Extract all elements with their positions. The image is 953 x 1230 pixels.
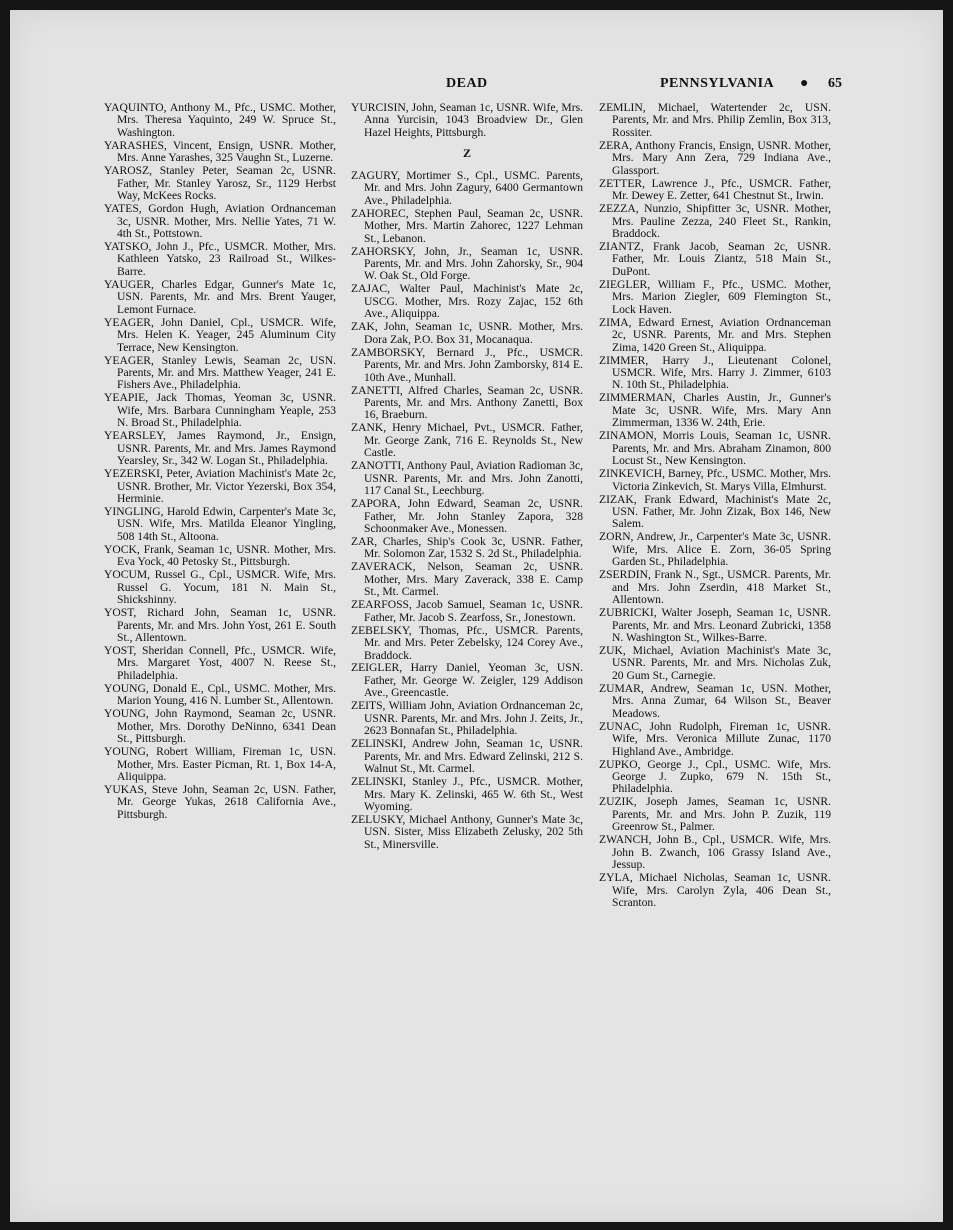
casualty-entry: ZEITS, William John, Aviation Ordnanceman 2c, USNR. Parents, Mr. and Mrs. John J. Zeits, Jr., 2623 Bonnafan St., Philadelphia. xyxy=(351,699,583,738)
casualty-entry: YEZERSKI, Peter, Aviation Machinist's Mate 2c, USNR. Brother, Mr. Victor Yezerski, Box 354, Herminie. xyxy=(104,467,336,506)
casualty-entry: ZAJAC, Walter Paul, Machinist's Mate 2c, USCG. Mother, Mrs. Rozy Zajac, 152 6th Ave., Aliquippa. xyxy=(351,282,583,321)
page-number: 65 xyxy=(828,76,842,91)
casualty-entry: ZAR, Charles, Ship's Cook 3c, USNR. Father, Mr. Solomon Zar, 1532 S. 2d St., Philadelphia. xyxy=(351,534,583,561)
state-title: PENNSYLVANIA xyxy=(660,76,775,91)
column-3 xyxy=(599,102,831,910)
casualty-entry: ZANETTI, Alfred Charles, Seaman 2c, USNR. Parents, Mr. and Mrs. Anthony Zanetti, Box 16, Braeburn. xyxy=(351,383,583,422)
casualty-entry: ZEMLIN, Michael, Watertender 2c, USN. Parents, Mr. and Mrs. Philip Zemlin, Box 313, Rossiter. xyxy=(599,101,831,139)
page-sheet xyxy=(10,10,943,1222)
casualty-entry: YAUGER, Charles Edgar, Gunner's Mate 1c, USN. Parents, Mr. and Mrs. Brent Yauger, Lemont Furnace. xyxy=(104,277,336,316)
casualty-entry: ZEZZA, Nunzio, Shipfitter 3c, USNR. Mother, Mrs. Pauline Zezza, 240 Fleet St., Rankin, Braddock. xyxy=(599,202,831,241)
casualty-entry: ZINKEVICH, Barney, Pfc., USMC. Mother, Mrs. Victoria Zinkevich, St. Marys Villa, Elmhurst. xyxy=(599,467,831,493)
section-title: DEAD xyxy=(446,76,488,91)
casualty-entry: ZELINSKI, Andrew John, Seaman 1c, USNR. Parents, Mr. and Mrs. Edward Zelinski, 212 S. Walnut St., Mt. Carmel. xyxy=(351,737,583,776)
casualty-entry: YAROSZ, Stanley Peter, Seaman 2c, USNR. Father, Mr. Stanley Yarosz, Sr., 1129 Herbst Way, McKees Rocks. xyxy=(104,164,336,203)
casualty-entry: YOUNG, John Raymond, Seaman 2c, USNR. Mother, Mrs. Dorothy DeNinno, 6341 Dean St., Pittsburgh. xyxy=(104,707,336,746)
casualty-entry: ZAHOREC, Stephen Paul, Seaman 2c, USNR. Mother, Mrs. Martin Zahorec, 1227 Lehman St., Lebanon. xyxy=(351,206,583,245)
casualty-entry: ZIMMER, Harry J., Lieutenant Colonel, USMCR. Wife, Mrs. Harry J. Zimmer, 6103 N. 10th St., Philadelphia. xyxy=(599,353,831,392)
casualty-entry: ZWANCH, John B., Cpl., USMCR. Wife, Mrs. John B. Zwanch, 106 Grassy Island Ave., Jessup. xyxy=(599,833,831,872)
casualty-entry: ZANK, Henry Michael, Pvt., USMCR. Father, Mr. George Zank, 716 E. Reynolds St., New Castle. xyxy=(351,421,583,460)
casualty-entry: ZETTER, Lawrence J., Pfc., USMCR. Father, Mr. Dewey E. Zetter, 641 Chestnut St., Irwin. xyxy=(599,176,831,203)
casualty-entry: ZIEGLER, William F., Pfc., USMC. Mother, Mrs. Marion Ziegler, 609 Flemington St., Lock Haven. xyxy=(599,277,831,316)
casualty-entry: ZAPORA, John Edward, Seaman 2c, USNR. Father, Mr. John Stanley Zapora, 328 Schoonmaker Ave., Monessen. xyxy=(351,497,583,535)
casualty-entry: ZAGURY, Mortimer S., Cpl., USMC. Parents, Mr. and Mrs. John Zagury, 6400 Germantown Ave., Philadelphia. xyxy=(351,168,583,207)
casualty-entry: ZUK, Michael, Aviation Machinist's Mate 3c, USNR. Parents, Mr. and Mrs. Nicholas Zuk, 20 Gum St., Carnegie. xyxy=(599,643,831,682)
casualty-entry: ZYLA, Michael Nicholas, Seaman 1c, USNR. Wife, Mrs. Carolyn Zyla, 406 Dean St., Scranton. xyxy=(599,871,831,910)
bullet-icon: ● xyxy=(800,76,809,91)
casualty-entry: YAQUINTO, Anthony M., Pfc., USMC. Mother, Mrs. Theresa Yaquinto, 249 W. Spruce St., Washington. xyxy=(104,101,336,139)
casualty-entry: ZUMAR, Andrew, Seaman 1c, USN. Mother, Mrs. Anna Zumar, 64 Wilson St., Beaver Meadows. xyxy=(599,681,831,720)
casualty-entry: YURCISIN, John, Seaman 1c, USNR. Wife, Mrs. Anna Yurcisin, 1043 Broadview Dr., Glen Hazel Heights, Pittsburgh. xyxy=(351,101,583,139)
casualty-entry: YOCUM, Russel G., Cpl., USMCR. Wife, Mrs. Russel G. Yocum, 181 N. Main St., Shickshinny. xyxy=(104,568,336,607)
casualty-entry: ZINAMON, Morris Louis, Seaman 1c, USNR. Parents, Mr. and Mrs. Abraham Zinamon, 800 Locust St., New Kensington. xyxy=(599,429,831,468)
casualty-entry: YUKAS, Steve John, Seaman 2c, USN. Father, Mr. George Yukas, 2618 California Ave., Pittsburgh. xyxy=(104,782,336,821)
casualty-entry: YATES, Gordon Hugh, Aviation Ordnanceman 3c, USNR. Mother, Mrs. Nellie Yates, 71 W. 4th St., Pottstown. xyxy=(104,202,336,241)
casualty-entry: ZAHORSKY, John, Jr., Seaman 1c, USNR. Parents, Mr. and Mrs. John Zahorsky, Sr., 904 W. Oak St., Old Forge. xyxy=(351,244,583,283)
casualty-entry: YOST, Sheridan Connell, Pfc., USMCR. Wife, Mrs. Margaret Yost, 4007 N. Reese St., Philadelphia. xyxy=(104,643,336,682)
casualty-entry: ZIMA, Edward Ernest, Aviation Ordnanceman 2c, USNR. Parents, Mr. and Mrs. Stephen Zima, 1420 Green St., Aliquippa. xyxy=(599,315,831,354)
casualty-entry: YARASHES, Vincent, Ensign, USNR. Mother, Mrs. Anne Yarashes, 325 Vaughn St., Luzerne. xyxy=(104,138,336,165)
casualty-entry: ZIZAK, Frank Edward, Machinist's Mate 2c, USN. Father, Mr. John Zizak, Box 146, New Salem. xyxy=(599,492,831,531)
casualty-entry: YOUNG, Robert William, Fireman 1c, USN. Mother, Mrs. Easter Picman, Rt. 1, Box 14-A, Aliquippa. xyxy=(104,745,336,784)
casualty-entry: ZERA, Anthony Francis, Ensign, USNR. Mother, Mrs. Mary Ann Zera, 729 Indiana Ave., Glassport. xyxy=(599,138,831,177)
casualty-entry: ZUNAC, John Rudolph, Fireman 1c, USNR. Wife, Mrs. Veronica Millute Zunac, 1170 Highland Ave., Ambridge. xyxy=(599,719,831,758)
page-header xyxy=(10,76,943,96)
casualty-entry: YEAGER, John Daniel, Cpl., USMCR. Wife, Mrs. Helen K. Yeager, 245 Aluminum City Terrace, New Kensington. xyxy=(104,315,336,354)
casualty-entry: YOUNG, Donald E., Cpl., USMC. Mother, Mrs. Marion Young, 416 N. Lumber St., Allentown. xyxy=(104,681,336,708)
casualty-entry: YOST, Richard John, Seaman 1c, USNR. Parents, Mr. and Mrs. John Yost, 261 E. South St., Allentown. xyxy=(104,606,336,645)
column-2 xyxy=(351,102,583,852)
casualty-entry: ZORN, Andrew, Jr., Carpenter's Mate 3c, USNR. Wife, Mrs. Alice E. Zorn, 36-05 Spring Garden St., Philadelphia. xyxy=(599,530,831,569)
casualty-entry: ZSERDIN, Frank N., Sgt., USMCR. Parents, Mr. and Mrs. John Zserdin, 418 Market St., Allentown. xyxy=(599,568,831,607)
section-letter: Z xyxy=(462,146,471,161)
casualty-entry: ZIANTZ, Frank Jacob, Seaman 2c, USNR. Father, Mr. Louis Ziantz, 518 Main St., DuPont. xyxy=(599,239,831,278)
casualty-entry: ZEIGLER, Harry Daniel, Yeoman 3c, USN. Father, Mr. George W. Zeigler, 129 Addison Ave., Greencastle. xyxy=(351,661,583,700)
casualty-entry: ZUBRICKI, Walter Joseph, Seaman 1c, USNR. Parents, Mr. and Mrs. Leonard Zubricki, 1358 N. Washington St., Wilkes-Barre. xyxy=(599,606,831,645)
casualty-entry: ZAMBORSKY, Bernard J., Pfc., USMCR. Parents, Mr. and Mrs. John Zamborsky, 814 E. 10th Ave., Munhall. xyxy=(351,345,583,384)
casualty-entry: ZIMMERMAN, Charles Austin, Jr., Gunner's Mate 3c, USNR. Wife, Mrs. Mary Ann Zimmerman, 1336 W. 24th, Erie. xyxy=(599,391,831,430)
casualty-entry: YINGLING, Harold Edwin, Carpenter's Mate 3c, USN. Wife, Mrs. Matilda Eleanor Yingling, 508 14th St., Altoona. xyxy=(104,505,336,543)
casualty-entry: ZANOTTI, Anthony Paul, Aviation Radioman 3c, USNR. Parents, Mr. and Mrs. John Zanotti, 117 Canal St., Leechburg. xyxy=(351,459,583,498)
casualty-entry: ZEARFOSS, Jacob Samuel, Seaman 1c, USNR. Father, Mr. Jacob S. Zearfoss, Sr., Jonestown. xyxy=(351,598,583,624)
column-1 xyxy=(104,102,336,822)
casualty-entry: YATSKO, John J., Pfc., USMCR. Mother, Mrs. Kathleen Yatsko, 23 Railroad St., Wilkes-Barre. xyxy=(104,239,336,278)
casualty-entry: ZEBELSKY, Thomas, Pfc., USMCR. Parents, Mr. and Mrs. Peter Zebelsky, 124 Corey Ave., Braddock. xyxy=(351,623,583,662)
casualty-entry: YOCK, Frank, Seaman 1c, USNR. Mother, Mrs. Eva Yock, 40 Petosky St., Pittsburgh. xyxy=(104,542,336,569)
casualty-entry: ZAK, John, Seaman 1c, USNR. Mother, Mrs. Dora Zak, P.O. Box 31, Mocanaqua. xyxy=(351,320,583,346)
casualty-entry: ZUPKO, George J., Cpl., USMC. Wife, Mrs. George J. Zupko, 679 N. 15th St., Philadelphia. xyxy=(599,757,831,796)
casualty-entry: ZELINSKI, Stanley J., Pfc., USMCR. Mother, Mrs. Mary K. Zelinski, 465 W. 6th St., West Wyoming. xyxy=(351,775,583,813)
casualty-entry: ZUZIK, Joseph James, Seaman 1c, USNR. Parents, Mr. and Mrs. John P. Zuzik, 119 Greenrow St., Palmer. xyxy=(599,795,831,834)
casualty-entry: YEAPIE, Jack Thomas, Yeoman 3c, USNR. Wife, Mrs. Barbara Cunningham Yeaple, 253 N. Broad St., Philadelphia. xyxy=(104,391,336,430)
casualty-entry: ZAVERACK, Nelson, Seaman 2c, USNR. Mother, Mrs. Mary Zaverack, 338 E. Camp St., Mt. Carmel. xyxy=(351,560,583,599)
casualty-entry: YEAGER, Stanley Lewis, Seaman 2c, USN. Parents, Mr. and Mrs. Matthew Yeager, 241 E. Fishers Ave., Philadelphia. xyxy=(104,353,336,392)
casualty-entry: ZELUSKY, Michael Anthony, Gunner's Mate 3c, USN. Sister, Miss Elizabeth Zelusky, 202 5th St., Minersville. xyxy=(351,812,583,851)
casualty-entry: YEARSLEY, James Raymond, Jr., Ensign, USNR. Parents, Mr. and Mrs. James Raymond Yearsley, Sr., 342 W. Logan St., Philadelphia. xyxy=(104,429,336,468)
